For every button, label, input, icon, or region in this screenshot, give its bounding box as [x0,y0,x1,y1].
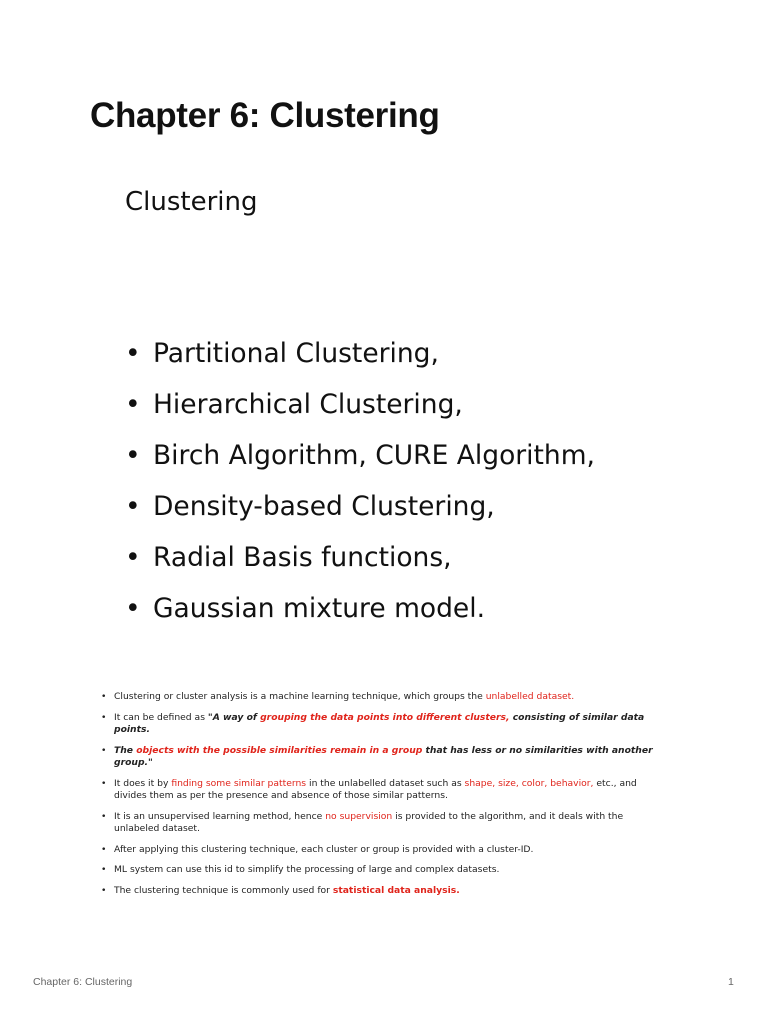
note-text: in the unlabelled dataset such as [306,777,465,789]
bullet-icon: • [125,338,141,369]
clustering-notes-list [101,691,671,905]
bullet-icon: • [125,389,141,420]
list-item-label: Density-based Clustering, [153,491,495,522]
note-item [101,811,671,836]
note-item [101,885,671,898]
bullet-icon: • [101,810,107,822]
note-text: It is an unsupervised learning method, hence [114,810,326,822]
bullet-icon: • [101,884,107,896]
list-item-label: Partitional Clustering, [153,338,439,369]
note-quote: that has less or no similarities with another group." [114,744,653,768]
note-item [101,745,671,770]
page-title: Chapter 6: Clustering [90,96,440,135]
bullet-icon: • [101,864,107,875]
note-text: is provided to the algorithm, and it deals with the unlabeled dataset. [114,810,624,834]
note-text: After applying this clustering technique, each cluster or group is provided with a cluster-ID. [114,843,534,855]
bullet-icon: • [101,777,107,789]
list-item [125,328,595,379]
bullet-icon: • [125,440,141,471]
list-item-label: Hierarchical Clustering, [153,389,463,420]
page-number: 1 [728,976,734,988]
clustering-types-list [125,328,595,634]
list-item-label: Gaussian mixture model. [153,593,486,624]
note-quote: The [114,744,137,756]
note-item [101,691,671,704]
note-highlight: finding some similar patterns [171,777,307,789]
bullet-icon: • [101,843,107,855]
bullet-icon: • [125,542,141,573]
list-item [125,481,595,532]
note-highlight: grouping the data points into different clusters, [260,711,510,723]
note-text: It does it by [114,777,172,789]
bullet-icon: • [101,691,107,702]
bullet-icon: • [101,744,107,756]
list-item [125,532,595,583]
footer-chapter-label: Chapter 6: Clustering [33,976,133,988]
note-text: It can be defined as [114,711,208,723]
bullet-icon: • [125,593,141,624]
bullet-icon: • [101,711,107,723]
note-item [101,778,671,803]
note-text: etc., and divides them as per the presence and absence of those similar patterns. [114,777,637,801]
note-text: ML system can use this id to simplify the processing of large and complex datasets. [114,864,500,875]
list-item [125,379,595,430]
note-highlight: shape, size, color, behavior, [464,777,594,789]
bullet-icon: • [125,491,141,522]
list-item [125,430,595,481]
note-quote: "A way of [207,711,261,723]
note-text: Clustering or cluster analysis is a machine learning technique, which groups the [114,691,486,702]
list-item-label: Birch Algorithm, CURE Algorithm, [153,440,595,471]
note-highlight: unlabelled dataset. [485,691,575,702]
list-item [125,583,595,634]
note-quote: consisting of similar data points. [114,711,645,735]
note-text: The clustering technique is commonly used for [114,884,333,896]
list-item-label: Radial Basis functions, [153,542,452,573]
note-highlight: no supervision [325,810,393,822]
note-highlight: objects with the possible similarities remain in a group [136,744,423,756]
slide-heading: Clustering [125,187,258,217]
note-item [101,712,671,737]
note-highlight: statistical data analysis. [332,884,460,896]
note-item [101,864,671,877]
note-item [101,844,671,857]
